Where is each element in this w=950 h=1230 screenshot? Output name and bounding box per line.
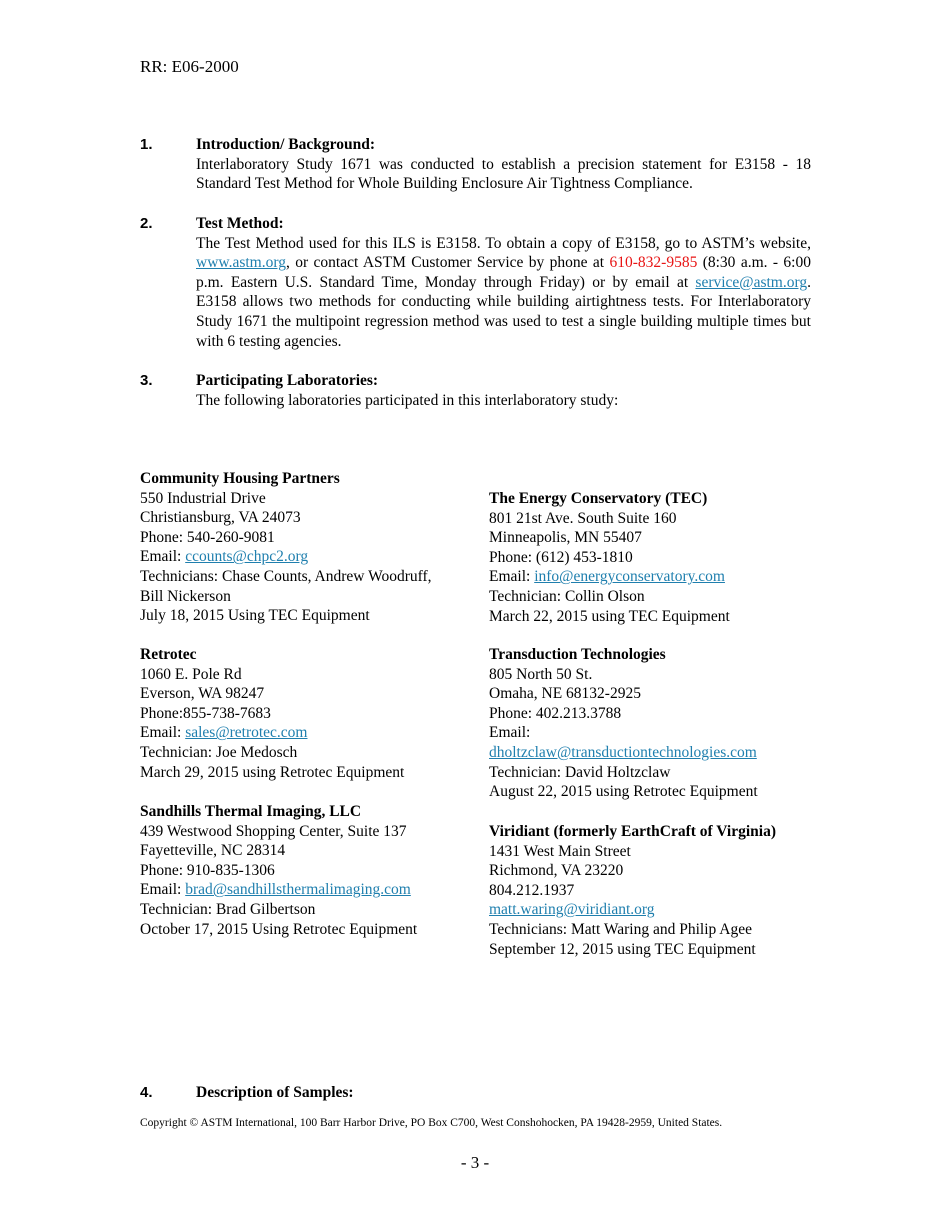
astm-phone: 610-832-9585 (609, 254, 698, 272)
lab-address-line2: Christiansburg, VA 24073 (140, 509, 301, 527)
lab-email-link[interactable]: info@energyconservatory.com (534, 568, 725, 586)
lab-retrotec (140, 645, 475, 782)
lab-email-row (489, 743, 824, 763)
lab-email-label: Email: (489, 724, 531, 742)
lab-technicians: Technician: Brad Gilbertson (140, 900, 316, 918)
section-3-number: 3. (140, 372, 153, 389)
section-2-text-3: (8:30 a.m. - 6:00 p.m. Eastern U.S. Standard Time, Monday through Friday) or by email at (196, 254, 811, 291)
lab-address-line2: Minneapolis, MN 55407 (489, 529, 642, 547)
lab-technicians-cont: Bill Nickerson (140, 587, 231, 605)
lab-technicians: Technician: Collin Olson (489, 587, 645, 605)
lab-address-line1: 550 Industrial Drive (140, 489, 266, 507)
lab-address-line2: Omaha, NE 68132-2925 (489, 685, 641, 703)
lab-energy-conservatory (489, 489, 824, 626)
lab-address-line1: 1060 E. Pole Rd (140, 665, 242, 683)
section-2-text-4: . E3158 allows two methods for conducting while building airtightness tests. For Interlaboratory Study 1671 the multipoint regression method was used to test a single building multiple times but with 6 testing agencies. (196, 273, 811, 350)
copyright-notice: Copyright © ASTM International, 100 Barr Harbor Drive, PO Box C700, West Conshohocken, PA 19428-2959, United States. (140, 1117, 723, 1129)
section-1-body: Interlaboratory Study 1671 was conducted to establish a precision statement for E3158 - 18 Standard Test Method for Whole Building Enclosure Air Tightness Compliance. (196, 155, 811, 193)
section-2-text-1: The Test Method used for this ILS is E3158. To obtain a copy of E3158, go to ASTM’s website, (196, 234, 811, 252)
lab-test-date: September 12, 2015 using TEC Equipment (489, 940, 756, 958)
lab-test-date: July 18, 2015 Using TEC Equipment (140, 607, 370, 625)
astm-service-email-link[interactable]: service@astm.org (695, 273, 808, 291)
lab-email-row (140, 547, 475, 567)
lab-test-date: October 17, 2015 Using Retrotec Equipment (140, 920, 418, 938)
lab-email-link[interactable]: ccounts@chpc2.org (185, 548, 309, 566)
lab-address-line1: 805 North 50 St. (489, 665, 593, 683)
lab-technicians: Technicians: Chase Counts, Andrew Woodruff, (140, 567, 432, 585)
astm-website-link[interactable]: www.astm.org (196, 254, 286, 272)
lab-test-date: March 22, 2015 using TEC Equipment (489, 607, 730, 625)
lab-name: Viridiant (formerly EarthCraft of Virginia) (489, 823, 776, 840)
lab-sandhills-thermal-imaging (140, 802, 475, 939)
section-2-title: Test Method: (196, 215, 284, 232)
lab-viridiant (489, 822, 824, 959)
lab-phone: 804.212.1937 (489, 881, 575, 899)
lab-email-label: Email: (140, 881, 186, 899)
lab-email-link[interactable]: brad@sandhillsthermalimaging.com (185, 881, 411, 899)
section-3-title: Participating Laboratories: (196, 372, 379, 389)
lab-phone: Phone:855-738-7683 (140, 704, 271, 722)
lab-email-link[interactable]: sales@retrotec.com (185, 724, 308, 742)
lab-address-line1: 1431 West Main Street (489, 842, 631, 860)
lab-technicians: Technician: David Holtzclaw (489, 763, 671, 781)
section-2-body (196, 234, 811, 352)
lab-email-row (489, 567, 824, 587)
lab-name: Transduction Technologies (489, 646, 666, 663)
lab-name: The Energy Conservatory (TEC) (489, 490, 708, 507)
lab-address-line1: 439 Westwood Shopping Center, Suite 137 (140, 822, 407, 840)
lab-name: Community Housing Partners (140, 470, 340, 487)
section-4 (196, 1083, 811, 1103)
section-3-body: The following laboratories participated in this interlaboratory study: (196, 391, 619, 409)
lab-test-date: August 22, 2015 using Retrotec Equipment (489, 783, 758, 801)
lab-email-row (489, 900, 824, 920)
report-id: RR: E06-2000 (140, 57, 239, 76)
section-1 (196, 135, 811, 194)
lab-test-date: March 29, 2015 using Retrotec Equipment (140, 763, 405, 781)
page-number: - 3 - (460, 1153, 490, 1172)
section-1-number: 1. (140, 136, 153, 153)
lab-email-row (140, 880, 475, 900)
lab-address-line1: 801 21st Ave. South Suite 160 (489, 509, 677, 527)
lab-email-link[interactable]: matt.waring@viridiant.org (489, 901, 655, 919)
lab-email-label: Email: (140, 724, 186, 742)
lab-phone: Phone: (612) 453-1810 (489, 548, 633, 566)
section-3 (196, 371, 811, 410)
lab-address-line2: Everson, WA 98247 (140, 685, 265, 703)
section-1-title: Introduction/ Background: (196, 136, 376, 153)
lab-email-label: Email: (489, 568, 535, 586)
section-4-number: 4. (140, 1084, 153, 1101)
lab-community-housing-partners (140, 469, 475, 626)
lab-name: Sandhills Thermal Imaging, LLC (140, 803, 362, 820)
lab-phone: Phone: 910-835-1306 (140, 861, 275, 879)
lab-transduction-technologies (489, 645, 824, 802)
lab-phone: Phone: 402.213.3788 (489, 704, 622, 722)
lab-technicians: Technicians: Matt Waring and Philip Agee (489, 920, 752, 938)
section-2-text-2: , or contact ASTM Customer Service by phone at (285, 254, 610, 272)
section-4-title: Description of Samples: (196, 1084, 354, 1101)
lab-email-label: Email: (140, 548, 186, 566)
lab-name: Retrotec (140, 646, 197, 663)
lab-phone: Phone: 540-260-9081 (140, 528, 275, 546)
lab-email-row (140, 723, 475, 743)
lab-address-line2: Richmond, VA 23220 (489, 862, 624, 880)
lab-email-link[interactable]: dholtzclaw@transductiontechnologies.com (489, 743, 757, 761)
section-2-number: 2. (140, 215, 153, 232)
lab-technicians: Technician: Joe Medosch (140, 743, 298, 761)
lab-address-line2: Fayetteville, NC 28314 (140, 842, 286, 860)
section-2 (196, 214, 811, 351)
